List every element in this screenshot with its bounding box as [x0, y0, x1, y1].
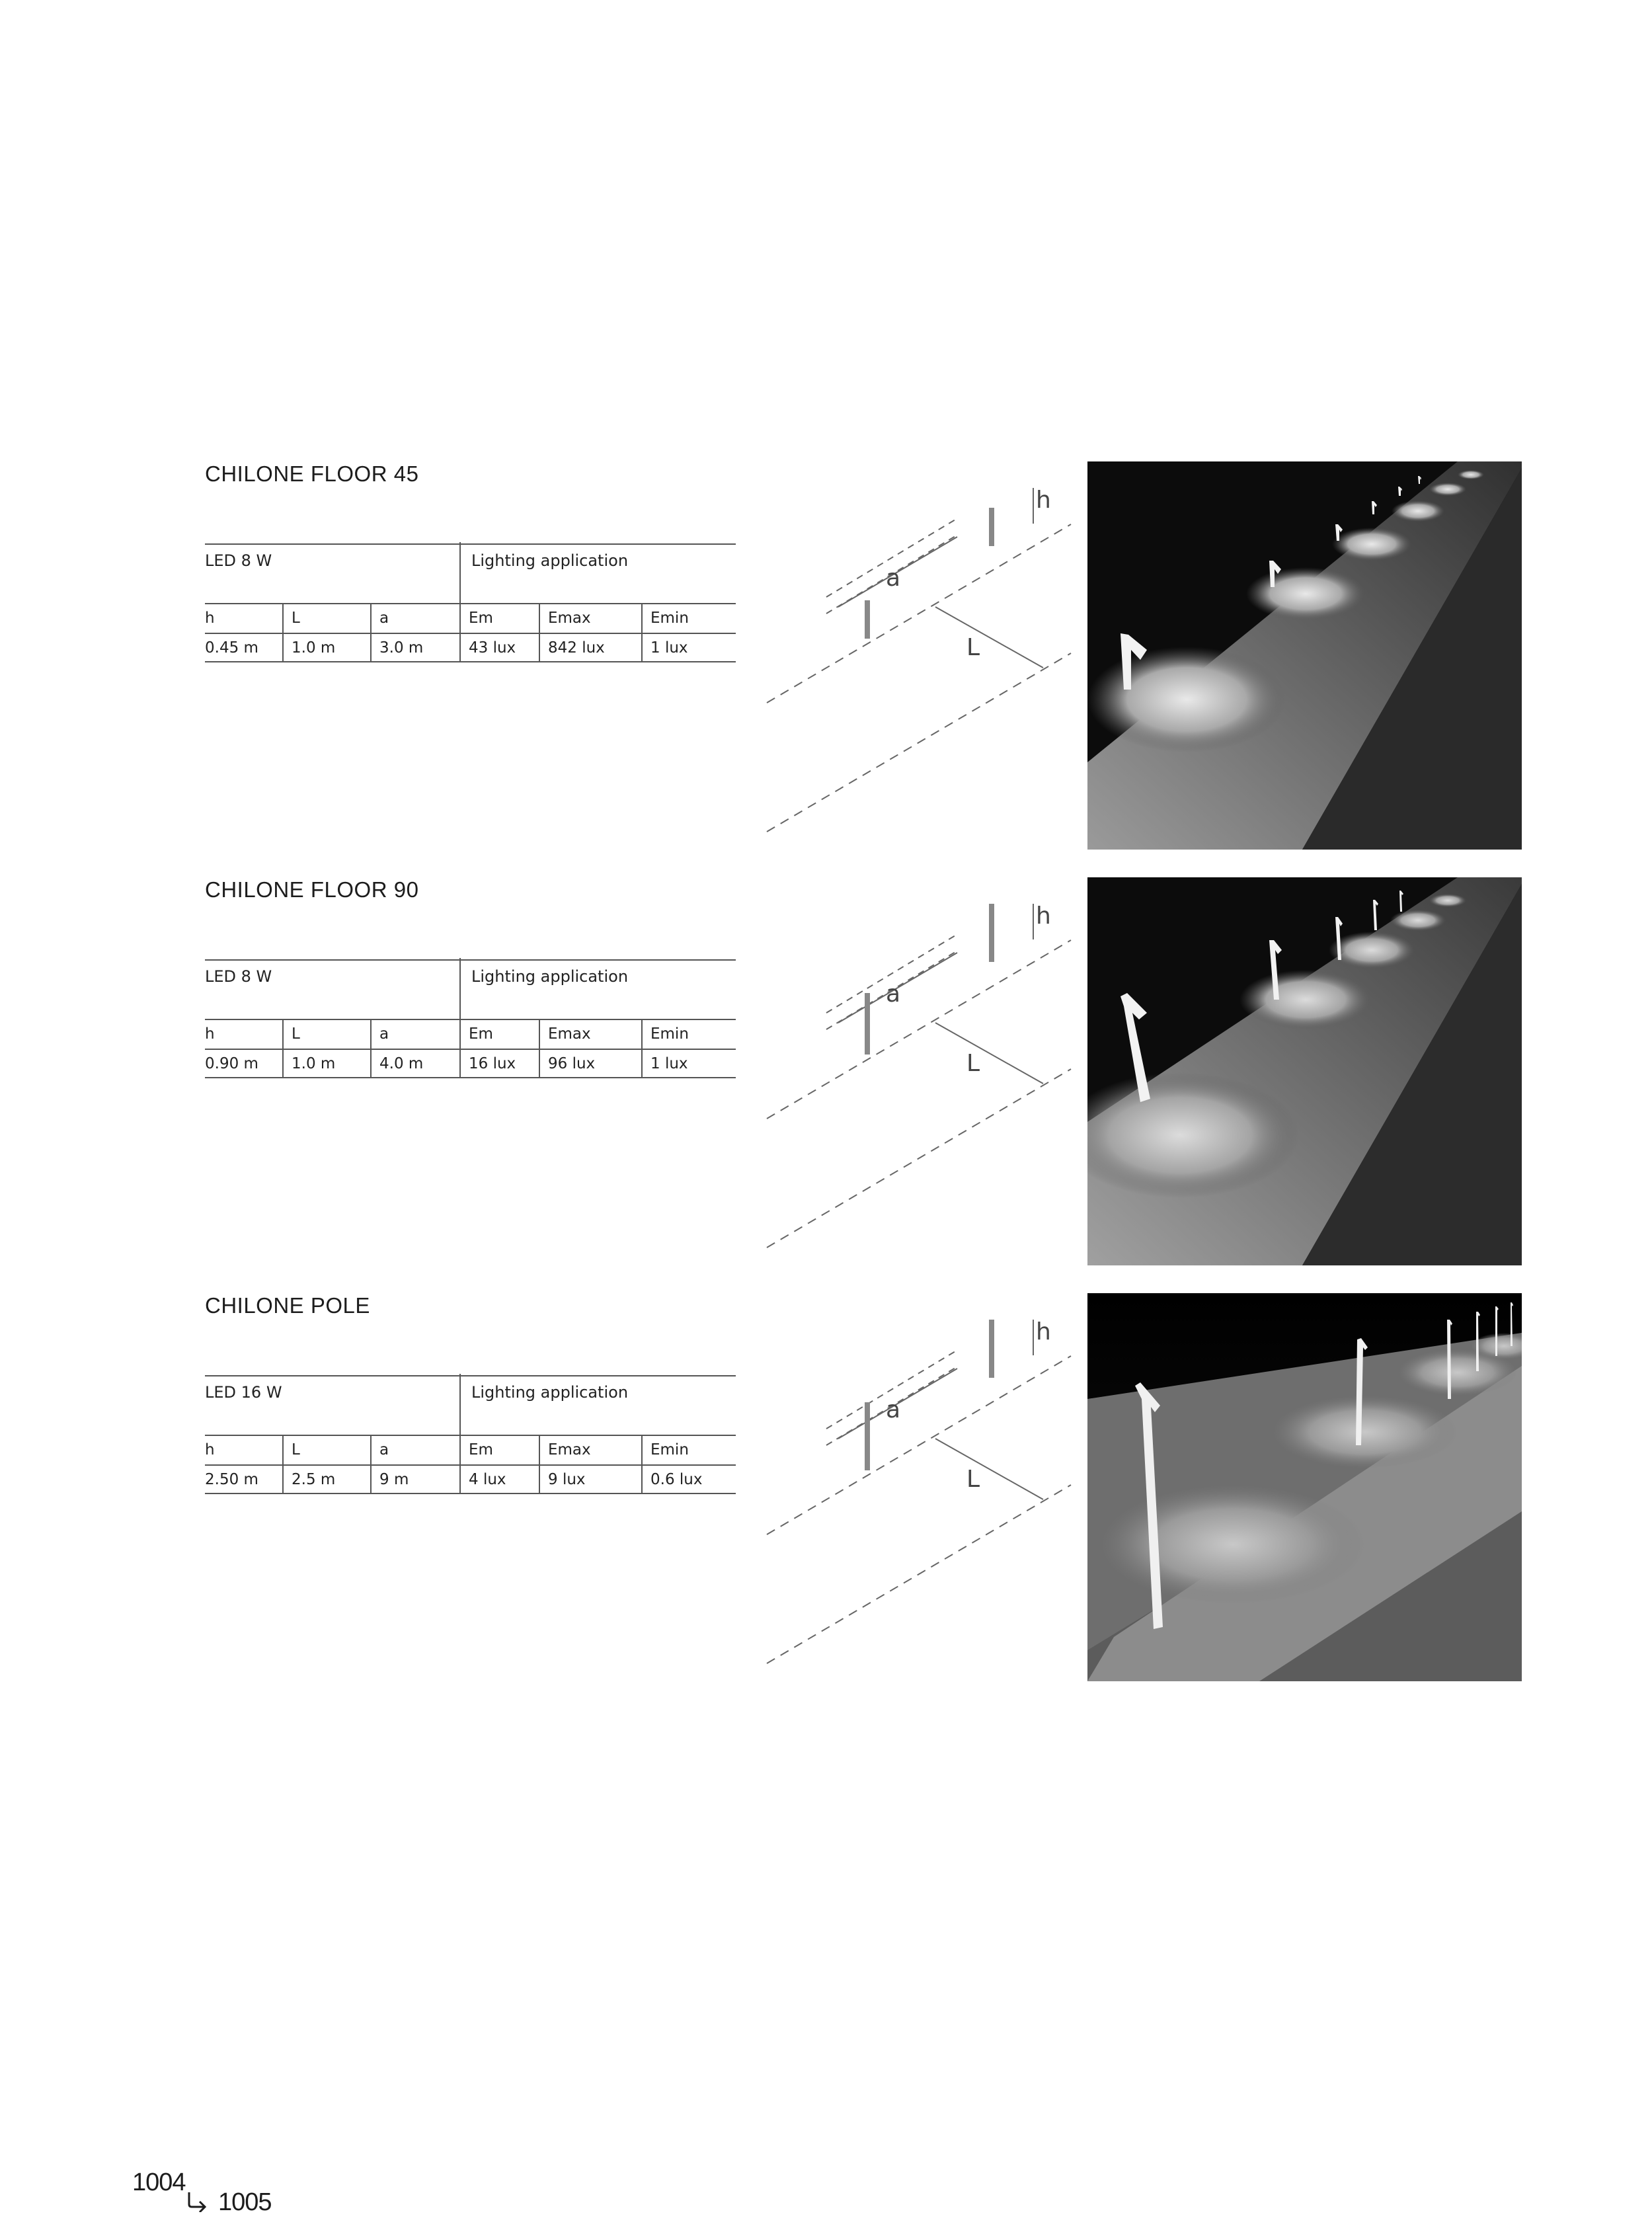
col-h: h	[205, 1025, 215, 1043]
layout-diagram	[760, 1320, 1078, 1683]
product-section-pole	[0, 1293, 1652, 1683]
col-emin: Emin	[641, 1020, 736, 1049]
value-a: 4.0 m	[370, 1050, 459, 1078]
lighting-application-label: Lighting application	[471, 967, 629, 986]
spec-header-row	[205, 1435, 736, 1464]
value-L: 1.0 m	[282, 1050, 370, 1078]
led-power: LED 8 W	[205, 551, 272, 570]
diagram-label-L: L	[966, 1050, 980, 1077]
spec-value-row	[205, 633, 736, 662]
diagram-label-h: h	[1036, 488, 1051, 514]
value-a: 9 m	[370, 1466, 459, 1494]
spec-header-row	[205, 603, 736, 633]
product-title: CHILONE POLE	[205, 1293, 370, 1318]
page-number-current: 1004	[132, 2169, 186, 2196]
value-L: 1.0 m	[282, 634, 370, 662]
value-emin: 0.6 lux	[641, 1466, 736, 1494]
diagram-label-L: L	[966, 1466, 980, 1493]
spec-value-row	[205, 1464, 736, 1494]
value-em: 16 lux	[459, 1050, 539, 1078]
col-a: a	[370, 1436, 459, 1464]
spec-table	[205, 959, 736, 1078]
diagram-label-h: h	[1036, 904, 1051, 930]
value-emax: 842 lux	[539, 634, 641, 662]
value-h: 0.90 m	[205, 1055, 258, 1072]
product-title: CHILONE FLOOR 45	[205, 461, 419, 486]
spec-table	[205, 543, 736, 662]
col-emin: Emin	[641, 1436, 736, 1464]
night-render-photo	[1087, 461, 1522, 850]
col-em: Em	[459, 1436, 539, 1464]
col-emax: Emax	[539, 1436, 641, 1464]
diagram-label-L: L	[966, 634, 980, 661]
value-emax: 9 lux	[539, 1466, 641, 1494]
led-power: LED 16 W	[205, 1383, 282, 1402]
spec-header	[205, 1375, 736, 1435]
value-L: 2.5 m	[282, 1466, 370, 1494]
diagram-label-a: a	[886, 565, 901, 592]
spec-header	[205, 959, 736, 1019]
product-title: CHILONE FLOOR 90	[205, 877, 419, 902]
col-a: a	[370, 604, 459, 633]
spec-header-row	[205, 1019, 736, 1049]
night-render-photo	[1087, 877, 1522, 1265]
product-section-floor-45	[0, 461, 1652, 852]
col-emin: Emin	[641, 604, 736, 633]
col-L: L	[282, 1020, 370, 1049]
diagram-label-a: a	[886, 980, 901, 1008]
value-emin: 1 lux	[641, 634, 736, 662]
col-L: L	[282, 604, 370, 633]
value-a: 3.0 m	[370, 634, 459, 662]
spec-header	[205, 543, 736, 603]
value-em: 43 lux	[459, 634, 539, 662]
value-emin: 1 lux	[641, 1050, 736, 1078]
page-number-next: 1005	[218, 2188, 272, 2216]
col-em: Em	[459, 604, 539, 633]
layout-diagram	[760, 904, 1078, 1267]
col-L: L	[282, 1436, 370, 1464]
col-h: h	[205, 610, 215, 627]
value-h: 2.50 m	[205, 1471, 258, 1488]
lighting-application-label: Lighting application	[471, 551, 629, 570]
diagram-label-h: h	[1036, 1320, 1051, 1345]
product-section-floor-90	[0, 877, 1652, 1267]
spec-value-row	[205, 1049, 736, 1078]
col-a: a	[370, 1020, 459, 1049]
col-emax: Emax	[539, 604, 641, 633]
col-h: h	[205, 1441, 215, 1458]
value-em: 4 lux	[459, 1466, 539, 1494]
value-emax: 96 lux	[539, 1050, 641, 1078]
diagram-label-a: a	[886, 1396, 901, 1423]
night-render-photo	[1087, 1293, 1522, 1681]
led-power: LED 8 W	[205, 967, 272, 986]
spec-table	[205, 1375, 736, 1494]
lighting-application-label: Lighting application	[471, 1383, 629, 1402]
next-page-arrow-icon	[185, 2188, 209, 2212]
col-em: Em	[459, 1020, 539, 1049]
layout-diagram	[760, 488, 1078, 852]
value-h: 0.45 m	[205, 639, 258, 657]
col-emax: Emax	[539, 1020, 641, 1049]
